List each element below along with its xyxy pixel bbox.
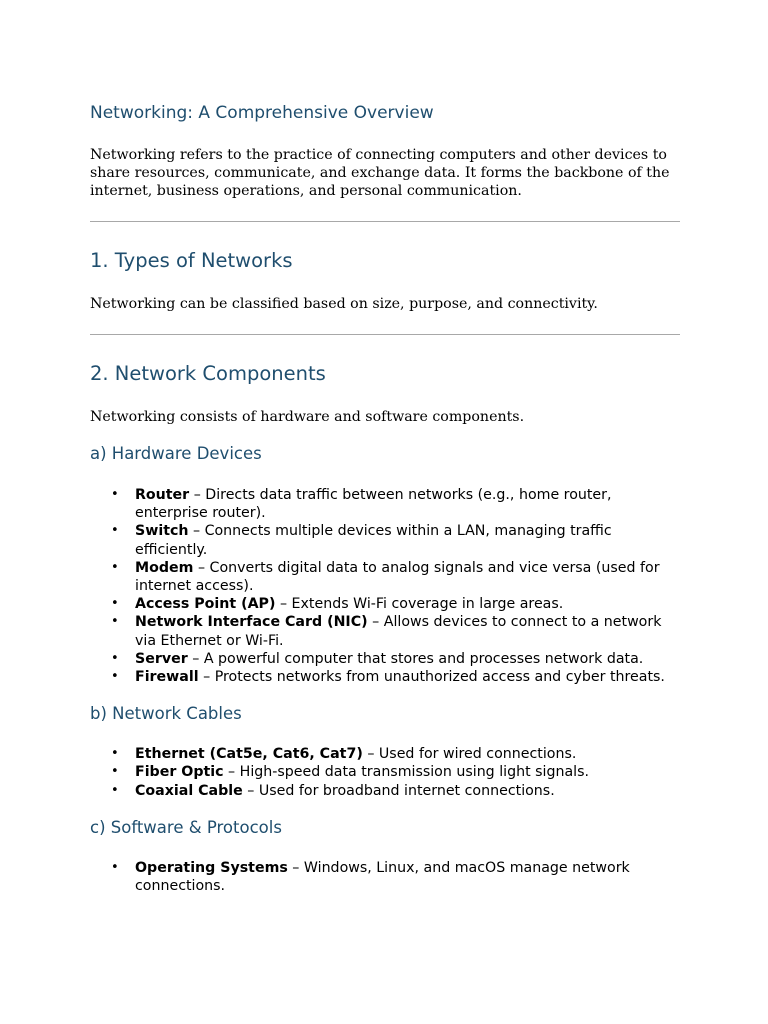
intro-paragraph: Networking refers to the practice of connecting computers and other devices to share resources, communicate, and exchange data. It forms the backbone of the internet, business operations, and personal communication.: [90, 147, 670, 199]
list-item: [90, 782, 680, 800]
divider: [90, 221, 680, 222]
list-item: [90, 522, 680, 558]
section-1-text: Networking can be classified based on size, purpose, and connectivity.: [90, 296, 598, 312]
item-term: Server: [135, 650, 188, 667]
item-term: Switch: [135, 523, 189, 540]
hardware-heading: a) Hardware Devices: [90, 444, 262, 463]
list-item: [90, 650, 680, 668]
list-item: [90, 859, 680, 895]
list-item: [90, 486, 680, 522]
bullet-icon: •: [111, 559, 119, 575]
item-term: Firewall: [135, 669, 199, 686]
cables-heading: b) Network Cables: [90, 704, 242, 724]
cables-list: [90, 745, 680, 800]
list-item: [90, 595, 680, 613]
section-1-heading: 1. Types of Networks: [90, 249, 293, 272]
list-item: [90, 745, 680, 763]
item-description: – Used for broadband internet connections.: [242, 782, 555, 799]
list-item: [90, 613, 680, 649]
item-term: Router: [135, 487, 190, 503]
document-title: Networking: A Comprehensive Overview: [90, 103, 434, 123]
section-2-text: Networking consists of hardware and software components.: [90, 409, 525, 425]
item-description: – High-speed data transmission using light signals.: [223, 764, 590, 781]
item-term: Operating Systems: [135, 859, 288, 876]
item-term: Modem: [135, 559, 194, 576]
item-description: – Connects multiple devices within a LAN, managing traffic efficiently.: [135, 523, 612, 558]
bullet-icon: •: [111, 764, 119, 780]
bullet-icon: •: [111, 782, 119, 798]
bullet-icon: •: [111, 650, 119, 666]
item-description: – Converts digital data to analog signals and vice versa (used for internet access).: [135, 559, 660, 595]
bullet-icon: •: [111, 614, 119, 630]
item-term: Network Interface Card (NIC): [135, 614, 368, 631]
software-list: [90, 859, 680, 895]
bullet-icon: •: [111, 746, 119, 762]
item-description: – Windows, Linux, and macOS manage network connections.: [135, 859, 630, 895]
item-description: – A powerful computer that stores and processes network data.: [187, 650, 644, 667]
item-description: – Used for wired connections.: [362, 746, 577, 763]
software-heading: c) Software & Protocols: [90, 817, 282, 837]
list-item: [90, 668, 680, 686]
list-item: [90, 763, 680, 781]
item-description: – Allows devices to connect to a network via Ethernet or Wi-Fi.: [135, 614, 662, 649]
bullet-icon: •: [111, 859, 119, 875]
bullet-icon: •: [111, 487, 119, 502]
divider: [90, 334, 680, 335]
item-description: – Directs data traffic between networks (e.g., home router, enterprise router).: [135, 487, 612, 522]
item-term: Fiber Optic: [135, 764, 224, 781]
hardware-list: [90, 486, 680, 686]
item-term: Coaxial Cable: [135, 782, 243, 799]
item-description: – Extends Wi-Fi coverage in large areas.: [275, 596, 564, 613]
document-content: [90, 101, 680, 895]
bullet-icon: •: [111, 596, 119, 612]
item-description: – Protects networks from unauthorized access and cyber threats.: [198, 669, 665, 686]
bullet-icon: •: [111, 669, 119, 685]
bullet-icon: •: [111, 523, 119, 539]
item-term: Ethernet (Cat5e, Cat6, Cat7): [135, 746, 363, 763]
section-2-heading: 2. Network Components: [90, 362, 326, 385]
item-term: Access Point (AP): [135, 596, 276, 613]
list-item: [90, 559, 680, 595]
